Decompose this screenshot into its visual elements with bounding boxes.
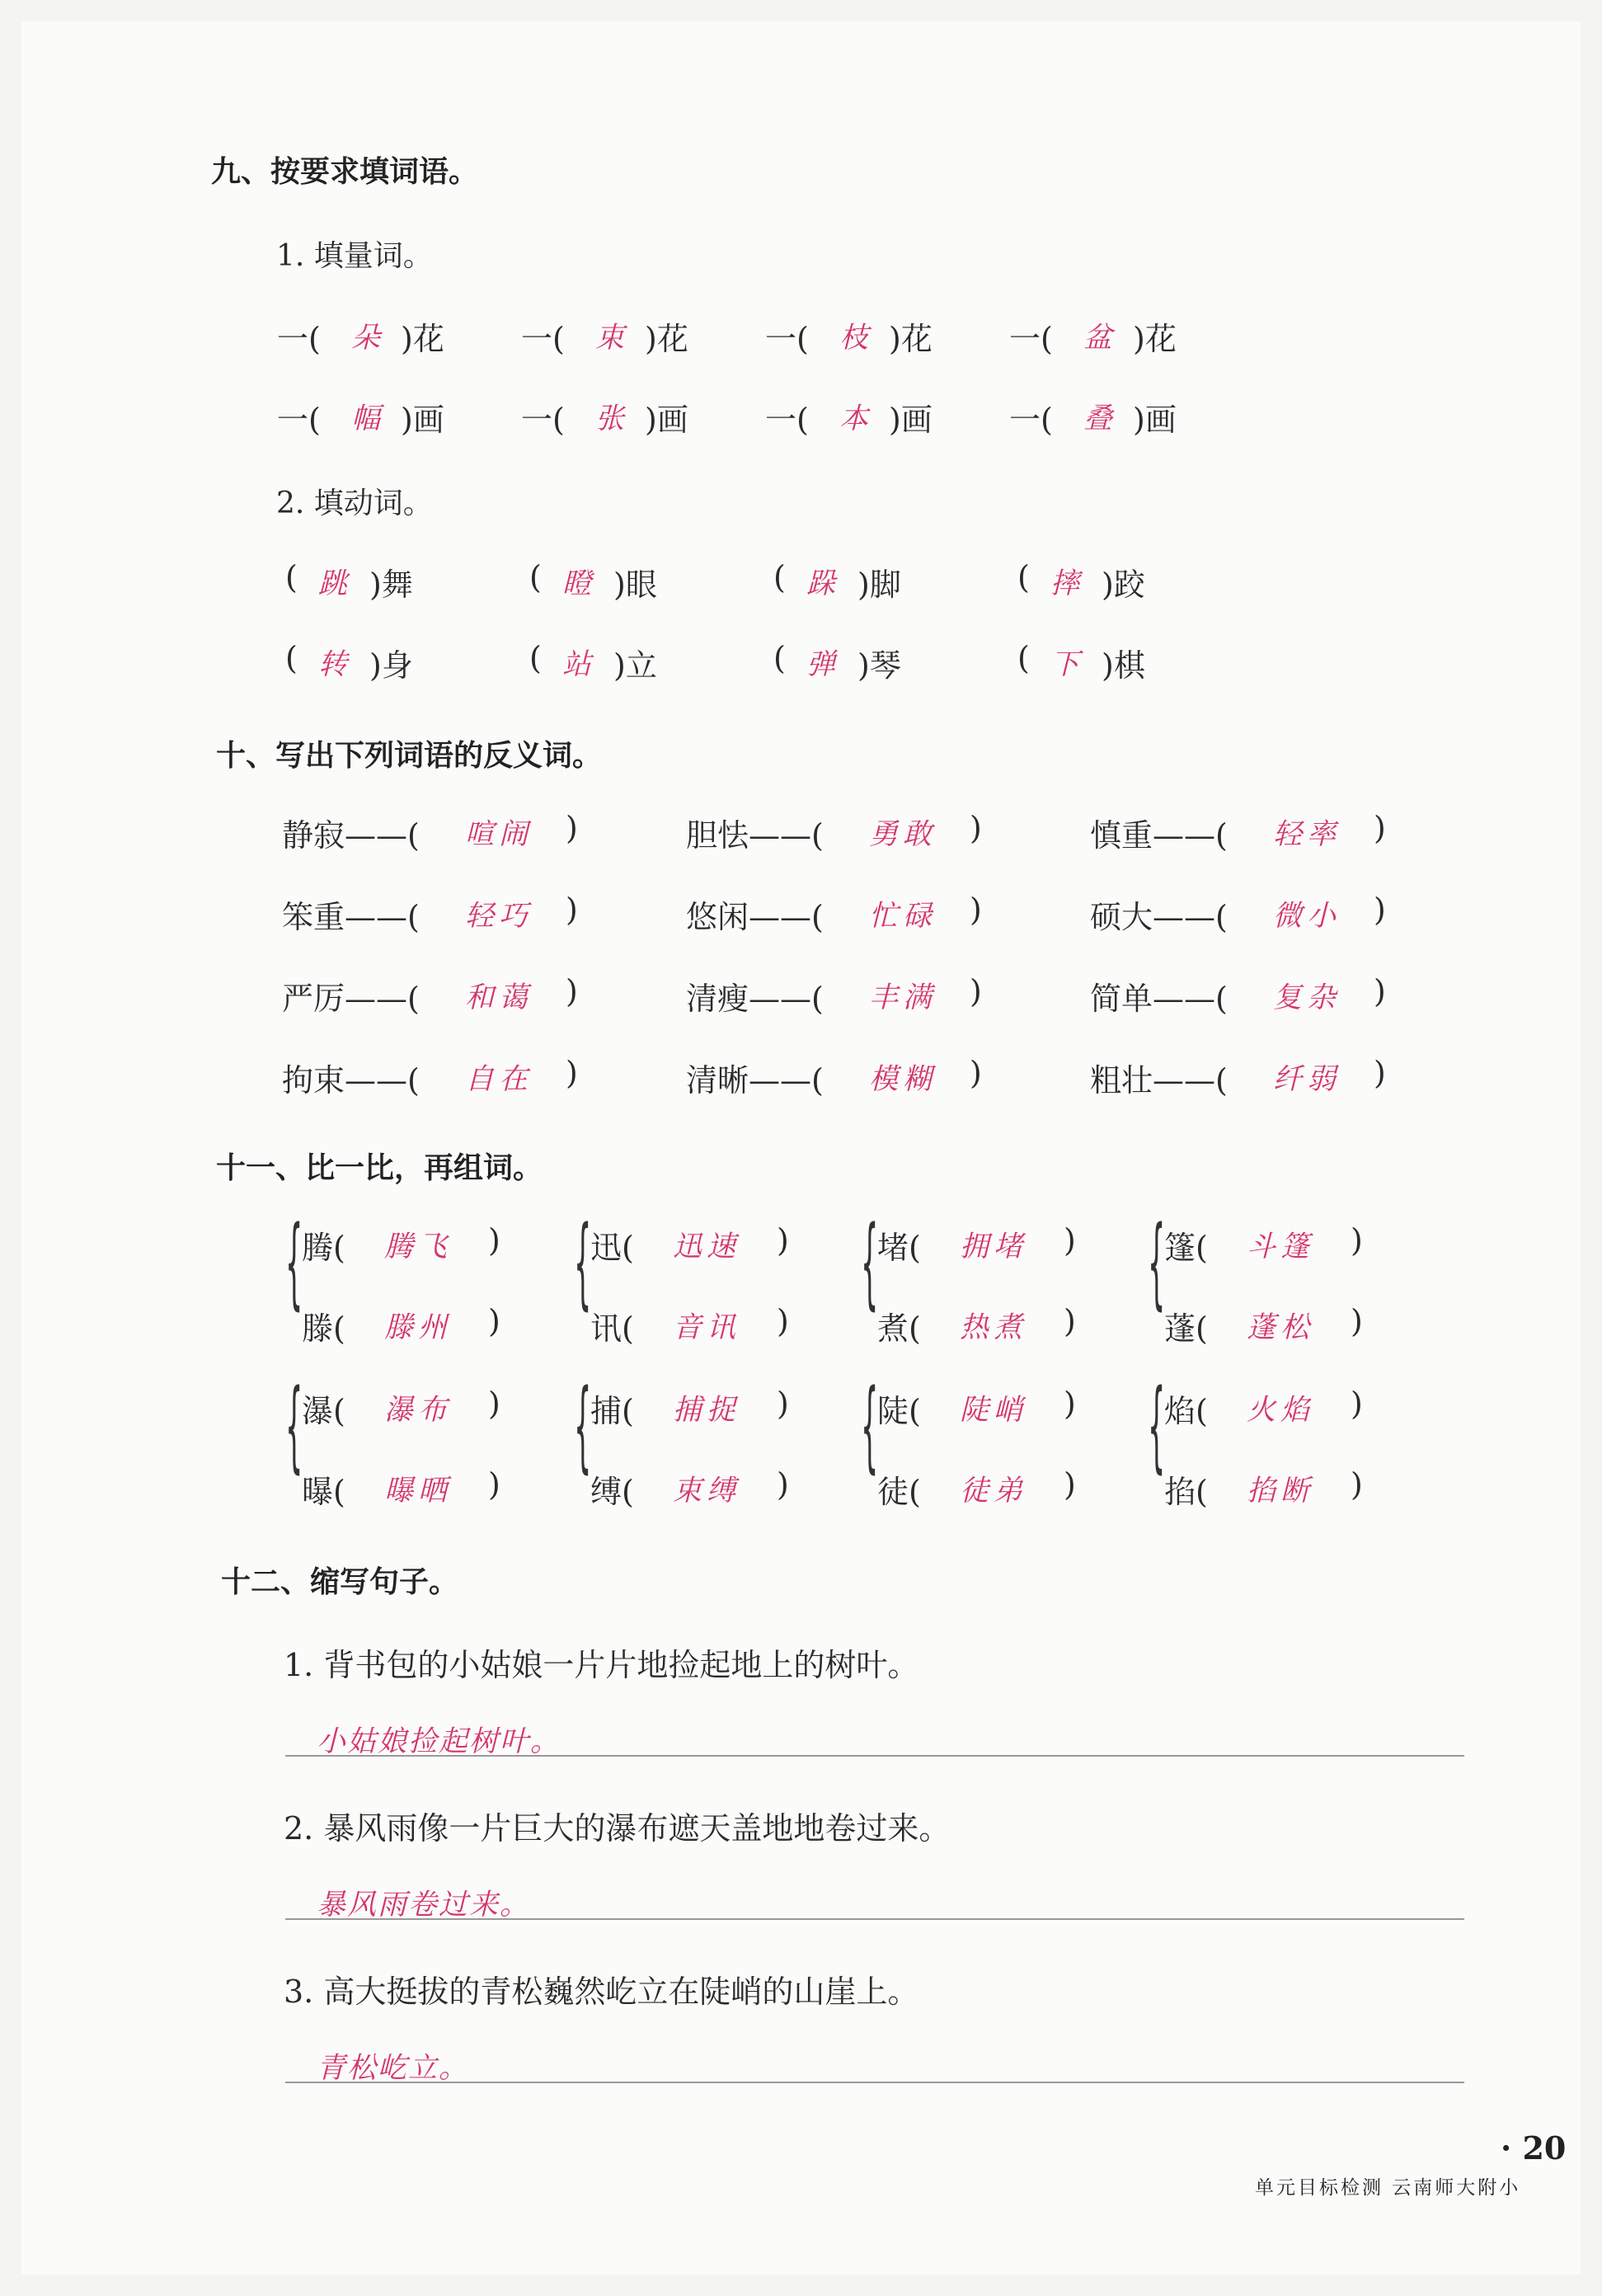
antonym-word: 清晰——( — [686, 1062, 824, 1099]
footer-caption: 单元目标检测 云南师大附小 — [1255, 2177, 1521, 2199]
verb-answer: 摔 — [1050, 567, 1085, 600]
measure-suffix: )花 — [401, 321, 444, 357]
verb-suffix: )眼 — [613, 567, 657, 603]
antonym-word: 胆怯——( — [686, 817, 824, 854]
compare-close-paren: ) — [777, 1303, 789, 1339]
compare-close-paren: ) — [1351, 1466, 1363, 1503]
antonym-answer: 丰满 — [869, 981, 937, 1014]
measure-prefix: 一( — [765, 321, 809, 357]
compare-char: 堵( — [877, 1230, 921, 1266]
compare-char: 煮( — [877, 1310, 921, 1347]
antonym-close-paren: ) — [1374, 973, 1386, 1009]
verb-open-paren: ( — [529, 640, 542, 676]
verb-suffix: )脚 — [857, 567, 901, 603]
compare-close-paren: ) — [1064, 1466, 1076, 1503]
verb-answer: 转 — [318, 648, 353, 681]
measure-answer: 束 — [595, 322, 630, 355]
verb-answer: 弹 — [806, 648, 841, 681]
compare-char: 陡( — [877, 1393, 921, 1429]
verb-suffix: )立 — [613, 647, 657, 684]
sentence-answer: 小姑娘捡起树叶。 — [317, 1725, 561, 1758]
compare-answer: 迅速 — [673, 1230, 741, 1263]
antonym-answer: 忙碌 — [869, 900, 937, 933]
antonym-word: 粗壮——( — [1090, 1062, 1228, 1099]
verb-answer: 跳 — [318, 567, 353, 600]
verb-suffix: )身 — [369, 647, 413, 684]
compare-answer: 掐断 — [1247, 1475, 1315, 1508]
verb-open-paren: ( — [1017, 559, 1030, 595]
antonym-close-paren: ) — [970, 810, 982, 846]
compare-char: 蓬( — [1164, 1310, 1208, 1347]
antonym-word: 静寂——( — [282, 817, 420, 854]
measure-prefix: 一( — [277, 321, 321, 357]
antonym-answer: 复杂 — [1273, 981, 1341, 1014]
antonym-close-paren: ) — [1374, 810, 1386, 846]
antonym-close-paren: ) — [566, 1055, 578, 1091]
measure-prefix: 一( — [277, 402, 321, 438]
antonym-word: 悠闲——( — [686, 899, 824, 935]
compare-close-paren: ) — [1351, 1303, 1363, 1339]
compare-answer: 拥堵 — [960, 1230, 1028, 1263]
compare-char: 焰( — [1164, 1393, 1208, 1429]
antonym-word: 笨重——( — [282, 899, 420, 935]
compare-close-paren: ) — [777, 1466, 789, 1503]
compare-char: 腾( — [302, 1230, 345, 1266]
compare-answer: 腾飞 — [384, 1230, 453, 1263]
verb-open-paren: ( — [773, 559, 786, 595]
compare-close-paren: ) — [488, 1303, 500, 1339]
antonym-close-paren: ) — [1374, 892, 1386, 928]
compare-answer: 滕州 — [384, 1311, 453, 1344]
antonym-word: 严厉——( — [282, 981, 420, 1017]
compare-answer: 蓬松 — [1247, 1311, 1315, 1344]
compare-close-paren: ) — [1351, 1386, 1363, 1422]
antonym-close-paren: ) — [1374, 1055, 1386, 1091]
measure-answer: 盆 — [1083, 322, 1118, 355]
verb-suffix: )琴 — [857, 647, 901, 684]
compare-answer: 徒弟 — [960, 1475, 1028, 1508]
measure-suffix: )画 — [1133, 402, 1177, 438]
group-brace: { — [574, 1369, 592, 1484]
compare-char: 篷( — [1164, 1230, 1208, 1266]
verb-open-paren: ( — [773, 640, 786, 676]
antonym-answer: 自在 — [465, 1063, 533, 1096]
verb-open-paren: ( — [529, 559, 542, 595]
compare-char: 捕( — [590, 1393, 634, 1429]
measure-prefix: 一( — [1009, 321, 1053, 357]
compare-char: 缚( — [590, 1474, 634, 1510]
verb-answer: 跺 — [806, 567, 841, 600]
compare-answer: 束缚 — [673, 1475, 741, 1508]
antonym-close-paren: ) — [566, 810, 578, 846]
compare-answer: 火焰 — [1247, 1394, 1315, 1427]
verb-open-paren: ( — [1017, 640, 1030, 676]
section-10-title: 十、写出下列词语的反义词。 — [216, 739, 603, 773]
antonym-answer: 轻巧 — [465, 900, 533, 933]
compare-char: 滕( — [302, 1310, 345, 1347]
antonym-answer: 和蔼 — [465, 981, 533, 1014]
measure-answer: 幅 — [351, 402, 386, 435]
group-brace: { — [1148, 1369, 1166, 1484]
measure-prefix: 一( — [765, 402, 809, 438]
compare-char: 讯( — [590, 1310, 634, 1347]
measure-suffix: )画 — [645, 402, 688, 438]
compare-answer: 音讯 — [673, 1311, 741, 1344]
antonym-word: 清瘦——( — [686, 981, 824, 1017]
antonym-answer: 喧闹 — [465, 818, 533, 851]
compare-answer: 热煮 — [960, 1311, 1028, 1344]
antonym-word: 拘束——( — [282, 1062, 420, 1099]
compare-close-paren: ) — [488, 1466, 500, 1503]
compare-close-paren: ) — [1064, 1222, 1076, 1259]
compare-answer: 斗篷 — [1247, 1230, 1315, 1263]
antonym-word: 慎重——( — [1090, 817, 1228, 854]
group-brace: { — [285, 1206, 303, 1320]
measure-prefix: 一( — [521, 402, 565, 438]
group-brace: { — [285, 1369, 303, 1484]
answer-line — [285, 1918, 1464, 1920]
compare-close-paren: ) — [777, 1386, 789, 1422]
sentence-answer: 青松屹立。 — [317, 2052, 470, 2085]
sentence-answer: 暴风雨卷过来。 — [317, 1889, 531, 1922]
group-brace: { — [574, 1206, 592, 1320]
compare-close-paren: ) — [1064, 1303, 1076, 1339]
verb-answer: 瞪 — [562, 567, 597, 600]
compare-close-paren: ) — [777, 1222, 789, 1259]
compare-answer: 瀑布 — [384, 1394, 453, 1427]
antonym-answer: 纤弱 — [1273, 1063, 1341, 1096]
measure-suffix: )花 — [1133, 321, 1177, 357]
compare-answer: 捕捉 — [673, 1394, 741, 1427]
verb-open-paren: ( — [285, 640, 298, 676]
section-9-title: 九、按要求填词语。 — [211, 155, 479, 189]
compare-char: 瀑( — [302, 1393, 345, 1429]
antonym-close-paren: ) — [970, 892, 982, 928]
measure-suffix: )花 — [645, 321, 688, 357]
antonym-answer: 微小 — [1273, 900, 1341, 933]
answer-line — [285, 2082, 1464, 2083]
compare-char: 掐( — [1164, 1474, 1208, 1510]
antonym-close-paren: ) — [970, 973, 982, 1009]
sec9-part2-title: 2. 填动词。 — [276, 487, 433, 520]
page-number: · 20 — [1501, 2129, 1567, 2167]
antonym-word: 简单——( — [1090, 981, 1228, 1017]
antonym-close-paren: ) — [970, 1055, 982, 1091]
compare-close-paren: ) — [488, 1222, 500, 1259]
measure-answer: 张 — [595, 402, 630, 435]
verb-suffix: )棋 — [1102, 647, 1145, 684]
group-brace: { — [861, 1369, 879, 1484]
sentence-question: 1. 背书包的小姑娘一片片地捡起地上的树叶。 — [284, 1647, 919, 1683]
compare-char: 徒( — [877, 1474, 921, 1510]
antonym-close-paren: ) — [566, 892, 578, 928]
antonym-answer: 轻率 — [1273, 818, 1341, 851]
measure-answer: 本 — [839, 402, 874, 435]
compare-close-paren: ) — [1064, 1386, 1076, 1422]
antonym-word: 硕大——( — [1090, 899, 1228, 935]
verb-answer: 下 — [1050, 648, 1085, 681]
group-brace: { — [861, 1206, 879, 1320]
compare-close-paren: ) — [488, 1386, 500, 1422]
measure-prefix: 一( — [1009, 402, 1053, 438]
antonym-answer: 勇敢 — [869, 818, 937, 851]
sec9-part1-title: 1. 填量词。 — [276, 239, 433, 273]
verb-open-paren: ( — [285, 559, 298, 595]
group-brace: { — [1148, 1206, 1166, 1320]
measure-suffix: )画 — [401, 402, 444, 438]
section-11-title: 十一、比一比，再组词。 — [216, 1151, 543, 1185]
measure-answer: 枝 — [839, 322, 874, 355]
compare-answer: 陡峭 — [960, 1394, 1028, 1427]
verb-answer: 站 — [562, 648, 597, 681]
section-12-title: 十二、缩写句子。 — [221, 1565, 459, 1599]
answer-line — [285, 1755, 1464, 1757]
sentence-question: 2. 暴风雨像一片巨大的瀑布遮天盖地地卷过来。 — [284, 1810, 951, 1847]
measure-prefix: 一( — [521, 321, 565, 357]
measure-suffix: )画 — [889, 402, 933, 438]
sentence-question: 3. 高大挺拔的青松巍然屹立在陡峭的山崖上。 — [284, 1974, 919, 2010]
antonym-close-paren: ) — [566, 973, 578, 1009]
verb-suffix: )舞 — [369, 567, 413, 603]
compare-char: 迅( — [590, 1230, 634, 1266]
measure-answer: 叠 — [1083, 402, 1118, 435]
verb-suffix: )跤 — [1102, 567, 1145, 603]
measure-suffix: )花 — [889, 321, 933, 357]
antonym-answer: 模糊 — [869, 1063, 937, 1096]
compare-close-paren: ) — [1351, 1222, 1363, 1259]
measure-answer: 朵 — [351, 322, 386, 355]
compare-answer: 曝晒 — [384, 1475, 453, 1508]
compare-char: 曝( — [302, 1474, 345, 1510]
